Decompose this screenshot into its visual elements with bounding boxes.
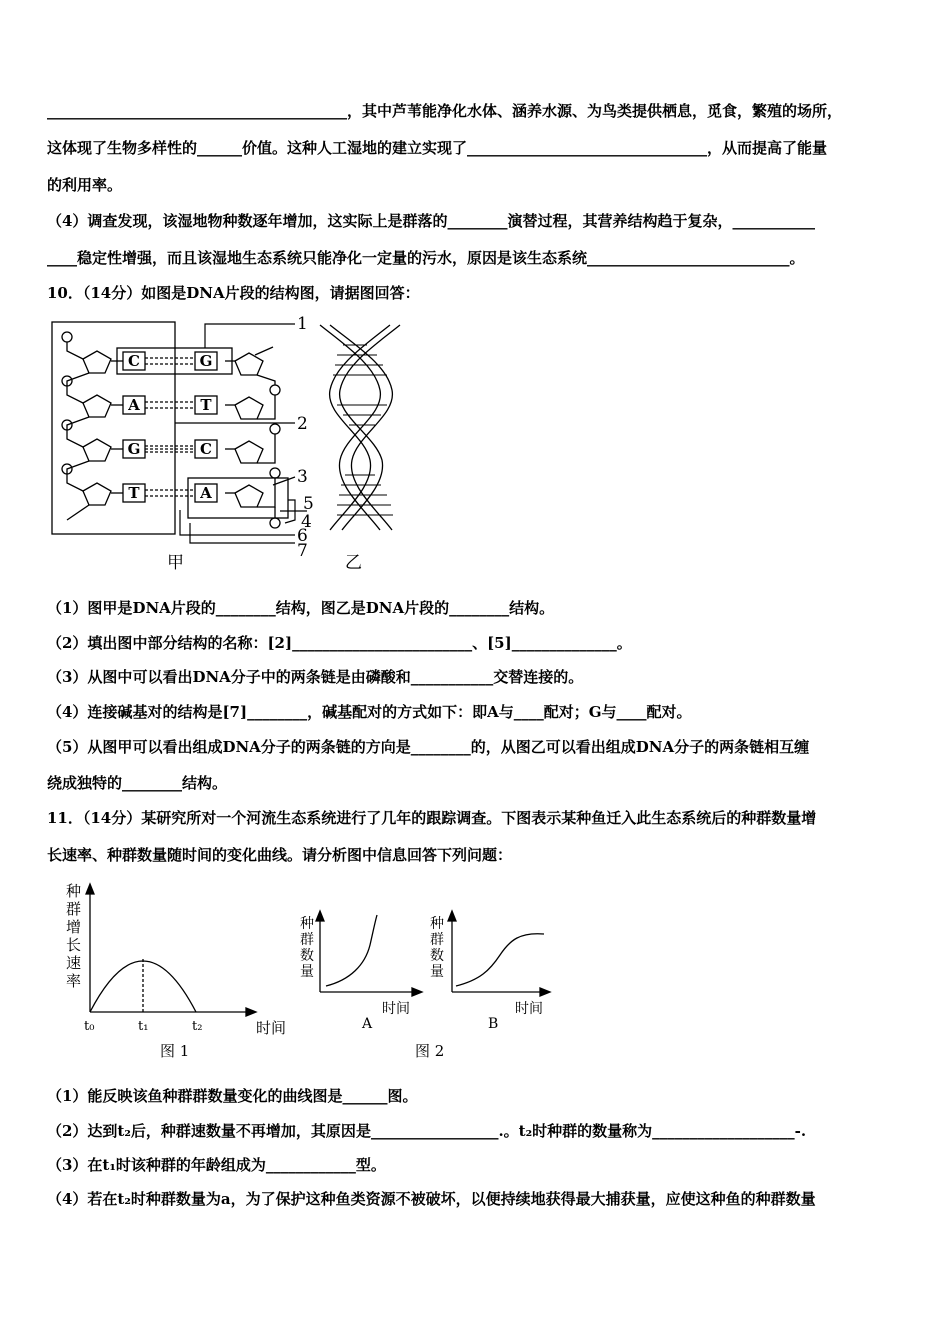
fig2a-ylabel-char: 种: [300, 916, 314, 932]
q11-part-1: （1）能反映该鱼种群群数量变化的曲线图是______图。: [47, 1087, 418, 1105]
fig2b-ylabel-char: 数: [430, 948, 444, 964]
fig2b-s-curve: [456, 934, 544, 986]
label-6: 6: [297, 526, 308, 546]
label-3: 3: [297, 467, 308, 487]
label-7: 7: [297, 541, 308, 561]
fig2b-ylabel-char: 群: [430, 932, 444, 948]
fig2b-ylabel-char: 量: [430, 964, 444, 980]
q10-part-2: （2）填出图中部分结构的名称：[2]________________________、[5]______________。: [47, 634, 632, 652]
fig2a-xlabel: 时间: [382, 1001, 410, 1017]
label-5: 5: [303, 494, 314, 514]
q10-part-3: （3）从图中可以看出DNA分子中的两条链是由磷酸和___________交替连接的。: [47, 668, 584, 686]
fig1-ylabel-char: 种: [66, 882, 82, 900]
q11-part-3: （3）在t₁时该种群的年龄组成为____________型。: [47, 1156, 386, 1174]
fig1-ylabel-char: 率: [66, 972, 82, 990]
text-line-4: （4）调查发现，该湿地物种数逐年增加，这实际上是群落的________演替过程，其营养结构趋于复杂，___________: [47, 212, 815, 230]
base-left-1: C: [128, 352, 140, 370]
fig2-caption: 图 2: [415, 1042, 445, 1060]
q10-part-4: （4）连接碱基对的结构是[7]________，碱基配对的方式如下：即A与____配对；G与____配对。: [47, 703, 692, 721]
tick-t0: t₀: [84, 1019, 95, 1034]
fig2b-axes: [448, 911, 550, 996]
q10-part-5b: 绕成独特的________结构。: [47, 774, 228, 792]
right-backbone: [235, 347, 280, 528]
label-4: 4: [301, 512, 312, 532]
fig2a-ylabel: [300, 916, 314, 980]
fig2a-ylabel-char: 数: [300, 948, 314, 964]
base-left-3: G: [127, 440, 141, 458]
fig2a-ylabel-char: 量: [300, 964, 314, 980]
fig1-ylabel-char: 增: [66, 918, 82, 936]
q10-part-5a: （5）从图甲可以看出组成DNA分子的两条链的方向是________的，从图乙可以看出组成DNA分子的两条链相互缠: [47, 738, 810, 756]
fig1-ylabel: [66, 882, 81, 990]
text-line-1: ________________________________________，其中芦苇能净化水体、涵养水源、为鸟类提供栖息，觅食，繁殖的场所，: [47, 102, 843, 120]
tick-t2: t₂: [192, 1019, 203, 1034]
fig2a-ylabel-char: 群: [300, 932, 314, 948]
fig2b-ylabel: [430, 916, 444, 980]
fig1-axes: [86, 884, 256, 1016]
base-left-4: T: [128, 484, 140, 502]
fig1-ylabel-char: 速: [66, 954, 82, 972]
q11-part-4: （4）若在t₂时种群数量为a，为了保护这种鱼类资源不被破坏，以便持续地获得最大捕获量，应使这种鱼的种群数量: [47, 1190, 816, 1208]
label-2: 2: [297, 414, 308, 434]
double-helix: [320, 325, 400, 530]
base-right-1: G: [199, 352, 213, 370]
base-right-4: A: [200, 484, 212, 502]
fig2a-j-curve: [326, 915, 377, 986]
fig2a-axes: [316, 911, 422, 996]
base-left-2: A: [128, 396, 140, 414]
base-right-3: C: [200, 440, 212, 458]
fig2a-label: A: [362, 1016, 373, 1032]
fig2b-ylabel-char: 种: [430, 916, 444, 932]
question-11-title-a: 11．（14分）某研究所对一个河流生态系统进行了几年的跟踪调查。下图表示某种鱼迁入此生态系统后的种群数量增: [47, 809, 817, 827]
fig1-caption: 图 1: [160, 1042, 190, 1060]
fig2b-label: B: [488, 1016, 499, 1032]
q10-part-1: （1）图甲是DNA片段的________结构，图乙是DNA片段的________结构。: [47, 599, 555, 617]
base-right-2: T: [200, 396, 212, 414]
q11-part-2: （2）达到t₂后，种群速数量不再增加，其原因是_________________.。t₂时种群的数量称为___________________-.: [47, 1122, 807, 1140]
dna-structure-figure: [45, 315, 425, 580]
fig1-ylabel-char: 群: [66, 900, 82, 918]
fig1-ylabel-char: 长: [66, 936, 82, 954]
label-1: 1: [297, 315, 308, 334]
fig1-xlabel: 时间: [256, 1019, 287, 1037]
tick-t1: t₁: [138, 1019, 149, 1034]
text-line-2: 这体现了生物多样性的______价值。这种人工湿地的建立实现了________________________________，从而提高了能量: [47, 139, 828, 157]
text-line-3: 的利用率。: [47, 176, 123, 194]
question-10-title: 10．（14分）如图是DNA片段的结构图，请据图回答：: [47, 284, 420, 302]
structure-numbers: [297, 315, 314, 561]
population-figure: [60, 880, 560, 1065]
text-line-5: ____稳定性增强，而且该湿地生态系统只能净化一定量的污水，原因是该生态系统___________________________。: [47, 249, 805, 267]
fig2b-xlabel: 时间: [515, 1001, 543, 1017]
left-backbone: [62, 332, 111, 520]
caption-yi: 乙: [345, 553, 362, 573]
caption-jia: 甲: [167, 553, 184, 573]
question-11-title-b: 长速率、种群数量随时间的变化曲线。请分析图中信息回答下列问题：: [47, 846, 513, 864]
